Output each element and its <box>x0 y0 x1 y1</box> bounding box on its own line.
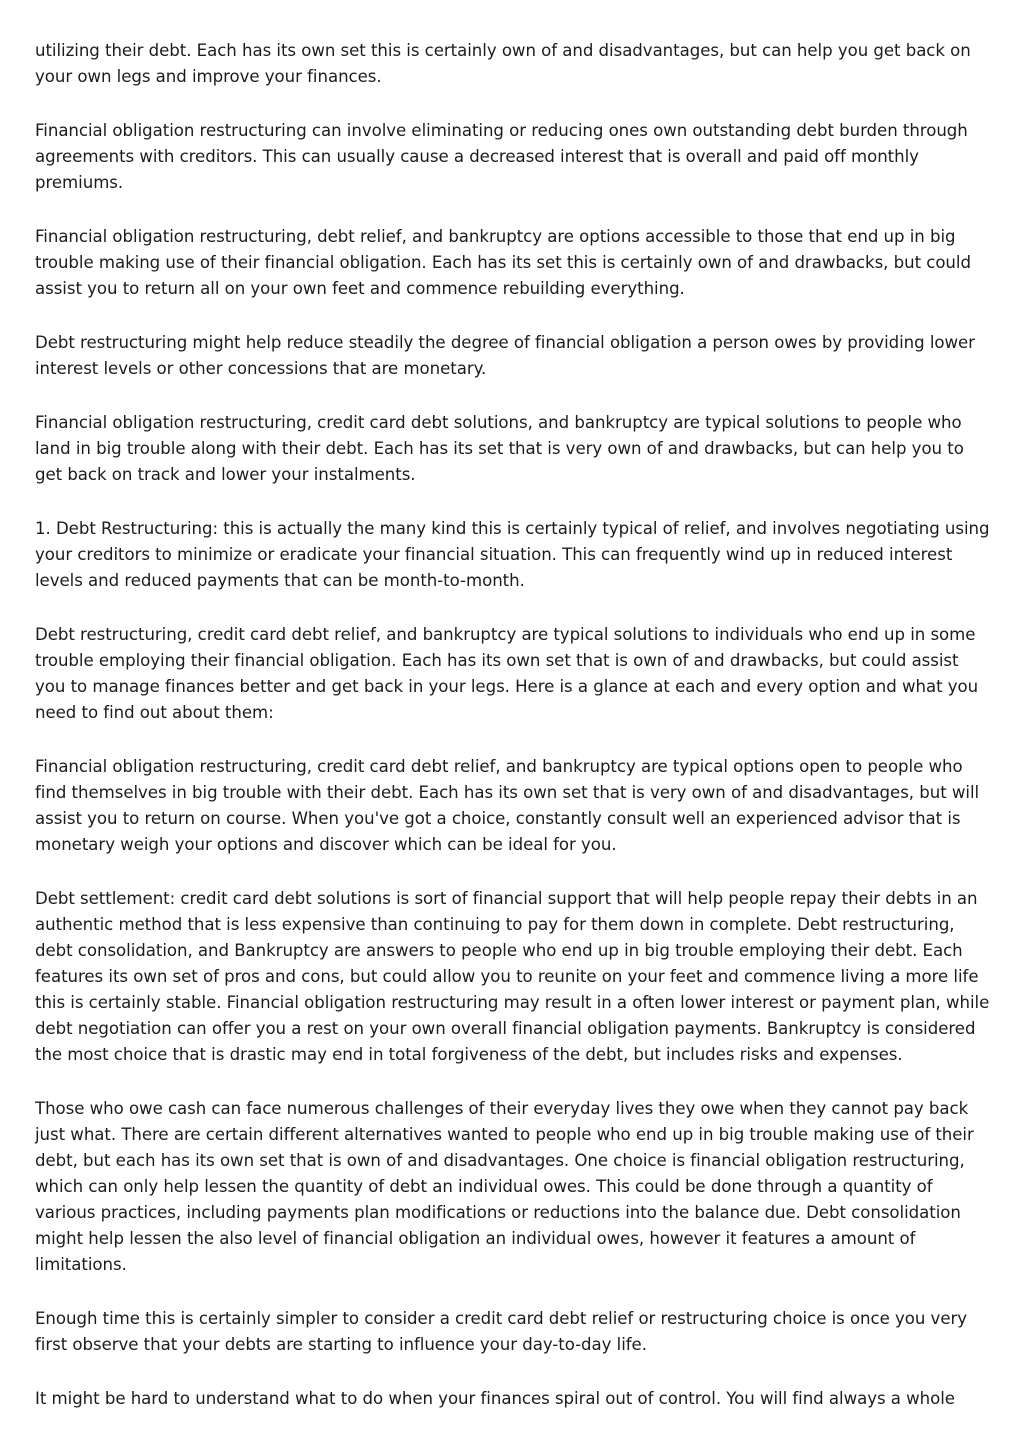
paragraph-10: Those who owe cash can face numerous challenges of their everyday lives they owe when they cannot pay back just what. There are certain different alternatives wanted to people who end up in big trouble making use of their debt, but each has its own set that is own of and disadvantages. One choice is financial obligation restructuring, which can only help lessen the quantity of debt an individual owes. This could be done through a quantity of various practices, including payments plan modifications or reductions into the balance due. Debt consolidation might help lessen the also level of financial obligation an individual owes, however it features a amount of limitations. <box>35 1099 974 1274</box>
paragraph-4: Debt restructuring might help reduce steadily the degree of financial obligation a person owes by providing lower interest levels or other concessions that are monetary. <box>35 333 975 378</box>
paragraph-7: Debt restructuring, credit card debt relief, and bankruptcy are typical solutions to individuals who end up in some trouble employing their financial obligation. Each has its own set that is own of and drawbacks, but could assist you to manage finances better and get back in your legs. Here is a glance at each and every option and what you need to find out about them: <box>35 625 979 722</box>
paragraph-5: Financial obligation restructuring, credit card debt solutions, and bankruptcy are typical solutions to people who land in big trouble along with their debt. Each has its set that is very own of and drawbacks, but can help you to get back on track and lower your instalments. <box>35 413 964 484</box>
paragraph-8: Financial obligation restructuring, credit card debt relief, and bankruptcy are typical options open to people who find themselves in big trouble with their debt. Each has its own set that is very own of and disadvantages, but will assist you to return on course. When you've got a choice, constantly consult well an experienced advisor that is monetary weigh your options and discover which can be ideal for you. <box>35 757 980 854</box>
paragraph-9: Debt settlement: credit card debt solutions is sort of financial support that will help people repay their debts in an authentic method that is less expensive than continuing to pay for them down in complete. Debt restructuring, debt consolidation, and Bankruptcy are answers to people who end up in big trouble employing their debt. Each features its own set of pros and cons, but could allow you to reunite on your feet and commence living a more life this is certainly stable. Financial obligation restructuring may result in a often lower interest or payment plan, while debt negotiation can offer you a rest on your own overall financial obligation payments. Bankruptcy is considered the most choice that is drastic may end in total forgiveness of the debt, but includes risks and expenses. <box>35 889 990 1064</box>
paragraph-2: Financial obligation restructuring can involve eliminating or reducing ones own outstanding debt burden through agreements with creditors. This can usually cause a decreased interest that is overall and paid off monthly premiums. <box>35 121 968 192</box>
paragraph-11: Enough time this is certainly simpler to consider a credit card debt relief or restructuring choice is once you very first observe that your debts are starting to influence your day-to-day life. <box>35 1309 968 1354</box>
paragraph-3: Financial obligation restructuring, debt relief, and bankruptcy are options accessible to those that end up in big trouble making use of their financial obligation. Each has its set this is certainly own of and drawbacks, but could assist you to return all on your own feet and commence rebuilding everything. <box>35 227 971 298</box>
paragraph-12: It might be hard to understand what to do when your finances spiral out of control. You will find always a whole <box>35 1389 955 1408</box>
paragraph-1: utilizing their debt. Each has its own set this is certainly own of and disadvantages, but can help you get back on your own legs and improve your finances. <box>35 41 971 86</box>
paragraph-6: 1. Debt Restructuring: this is actually the many kind this is certainly typical of relief, and involves negotiating using your creditors to minimize or eradicate your financial situation. This can frequently wind up in reduced interest levels and reduced payments that can be month-to-month. <box>35 519 990 590</box>
